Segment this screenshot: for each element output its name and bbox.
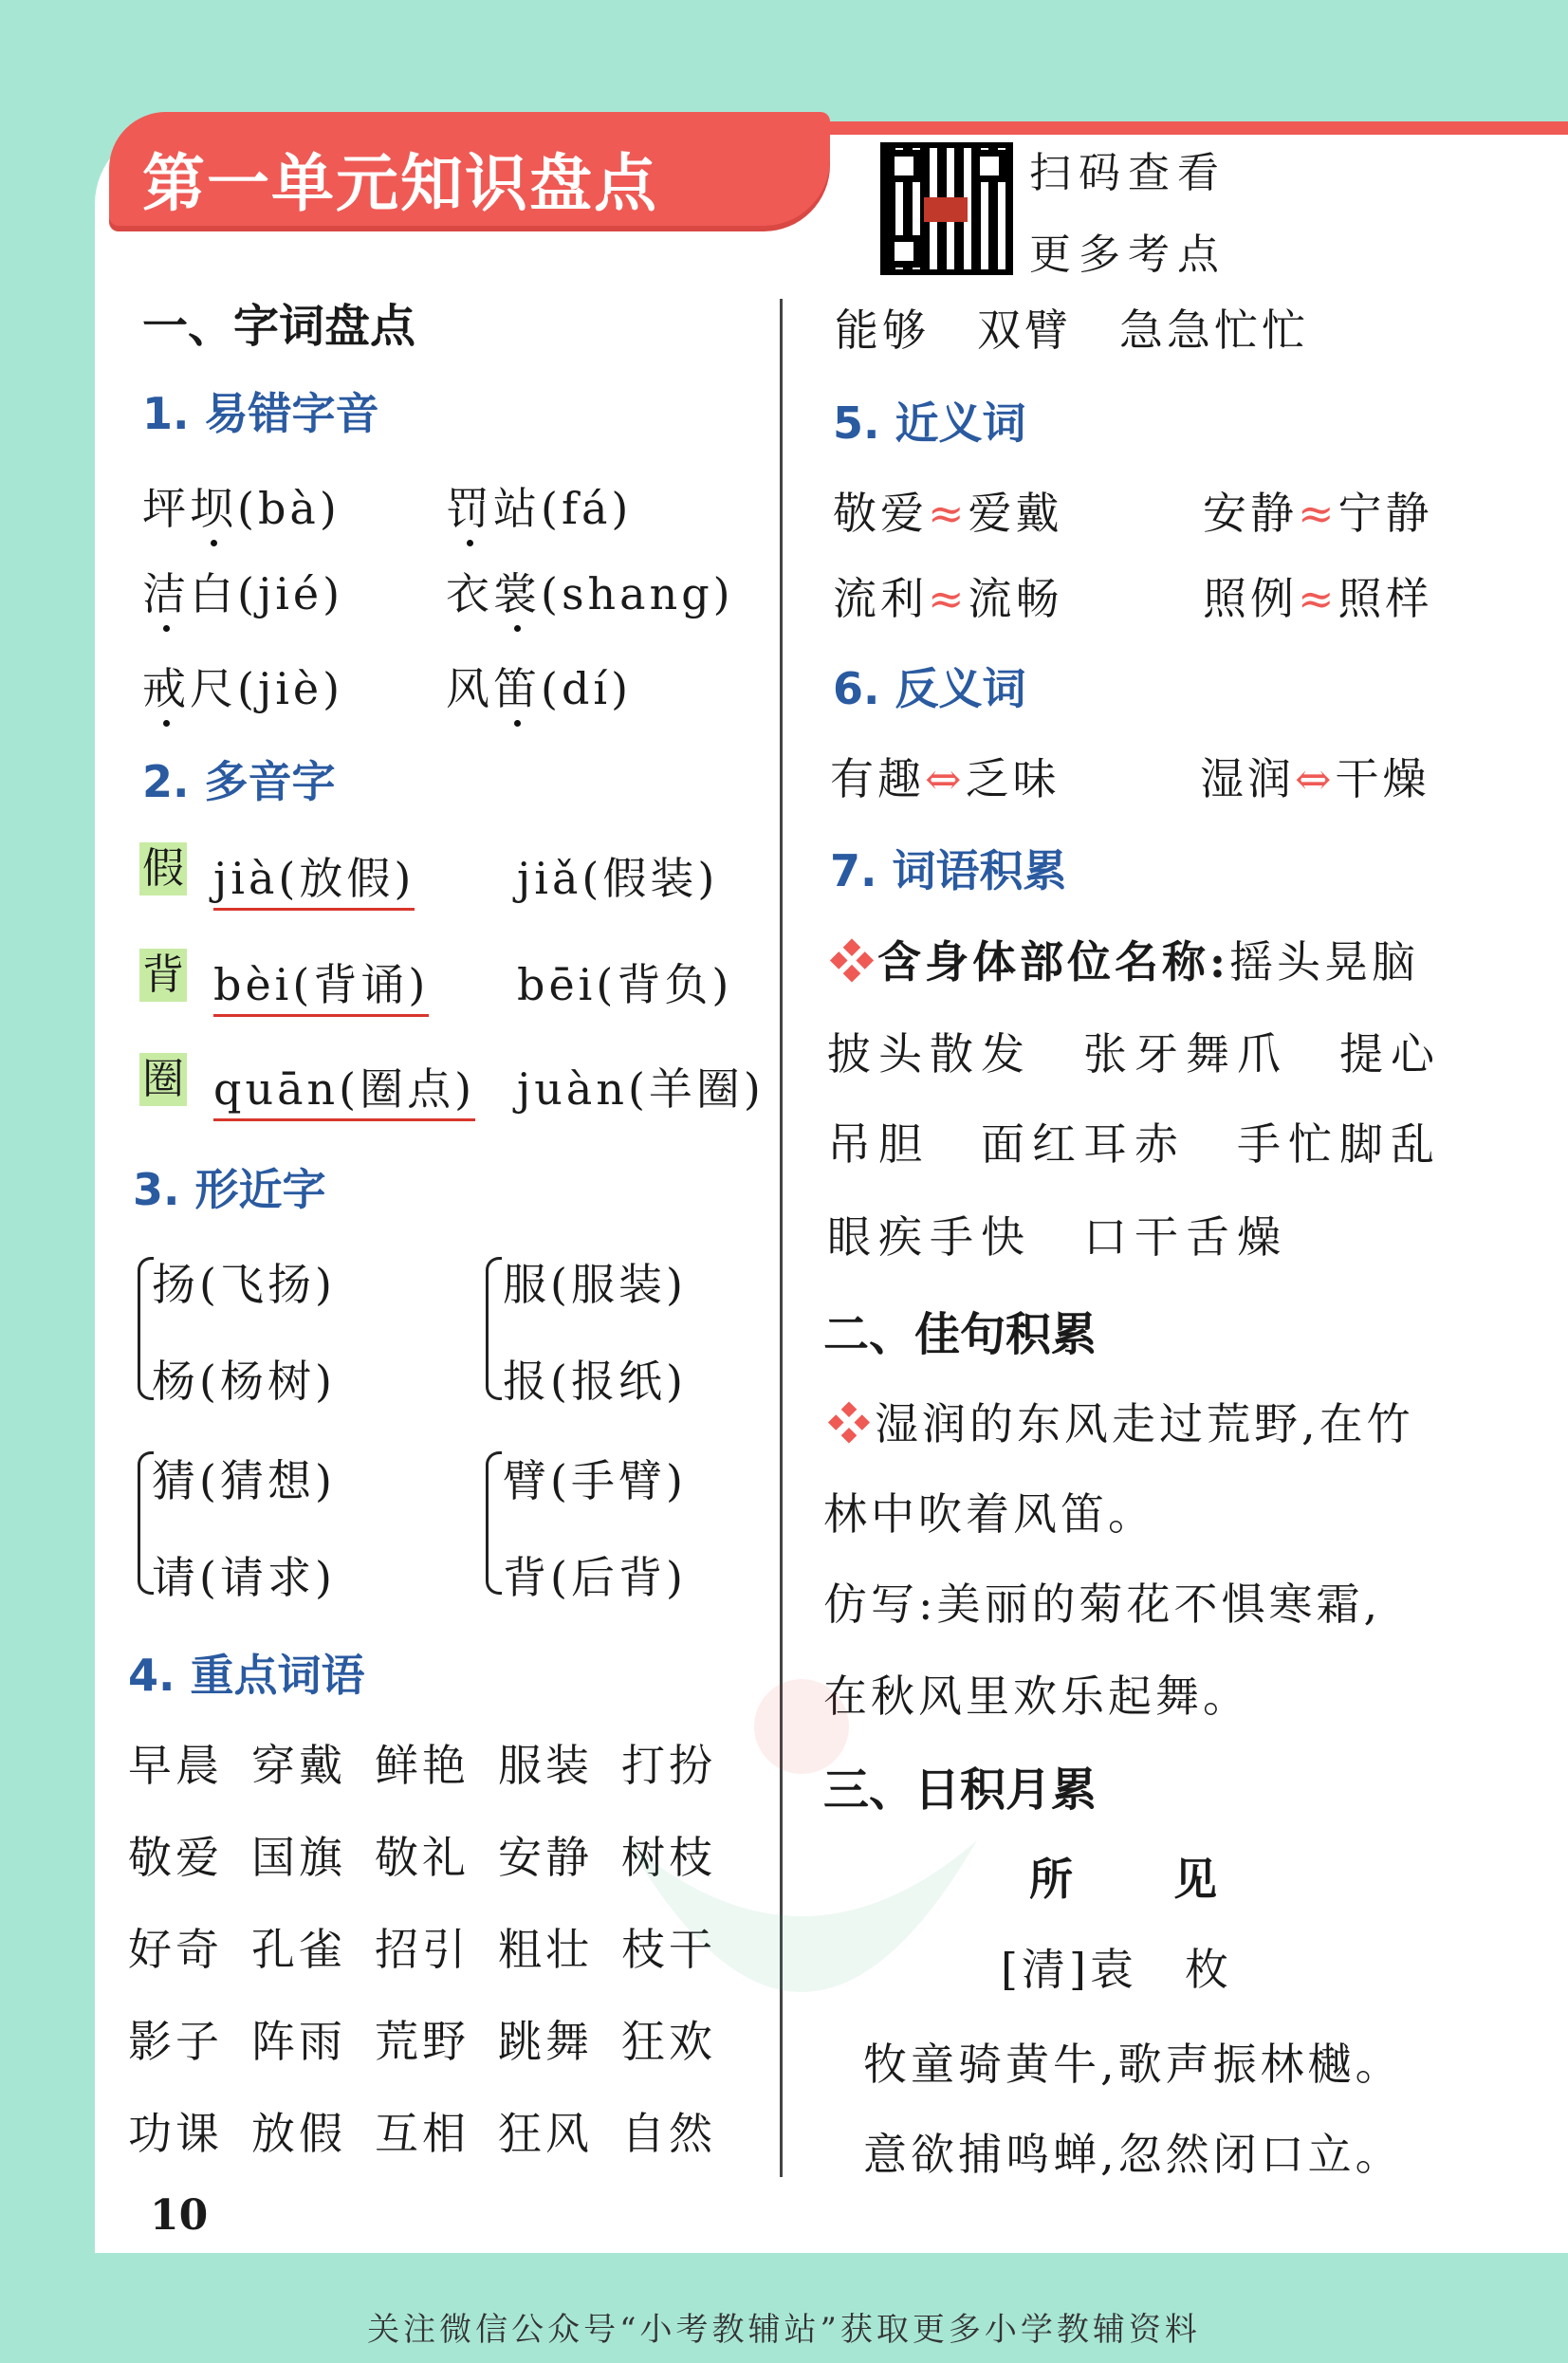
key-word: 放假 (251, 2108, 346, 2159)
similar-char: 报(报纸) (503, 1356, 687, 1407)
reading-primary: jià(放假) (213, 844, 415, 907)
antonym-pair: 湿润⇔干燥 (1200, 753, 1430, 804)
antonym-pair: 有趣⇔乏味 (830, 753, 1061, 804)
imitation-line: 仿写:美丽的菊花不惧寒霜, (823, 1578, 1382, 1630)
subsection-heading: 2. 多音字 (142, 756, 336, 807)
key-word: 好奇 (128, 1924, 223, 1975)
brace-icon (486, 1451, 502, 1595)
key-word: 敬爱 (128, 1832, 223, 1883)
pronunciation-item: 衣裳(shang) (446, 560, 734, 622)
reading-secondary: jiǎ(假装) (517, 853, 719, 904)
qr-code-icon[interactable] (880, 142, 1013, 275)
key-word: 跳舞 (498, 2016, 593, 2067)
polyphone-char: 背 (139, 949, 187, 1002)
column-divider (780, 299, 783, 2177)
key-word: 敬礼 (375, 1832, 470, 1883)
qr-label-line2: 更多考点 (1029, 231, 1227, 279)
synonym-pair: 流利≈流畅 (833, 573, 1063, 624)
diamond-bullet-icon: ❖ (830, 936, 877, 988)
similar-char: 杨(杨树) (152, 1356, 336, 1407)
sentence-line: 林中吹着风笛。 (823, 1488, 1155, 1540)
accumulation-line: 吊胆 面红耳赤 手忙脚乱 (827, 1118, 1442, 1170)
reading-primary: quān(圈点) (213, 1055, 475, 1117)
key-word: 早晨 (128, 1740, 223, 1791)
pronunciation-item: 洁白(jié) (142, 560, 343, 622)
reading-secondary: bēi(背负) (517, 959, 733, 1010)
pronunciation-item: 风笛(dí) (446, 655, 632, 717)
key-word: 阵雨 (251, 2016, 346, 2067)
page-number: 10 (150, 2191, 209, 2240)
key-word: 服装 (498, 1740, 593, 1791)
key-word: 狂欢 (621, 2016, 716, 2067)
key-word: 狂风 (498, 2108, 593, 2159)
subsection-heading: 4. 重点词语 (128, 1650, 365, 1701)
poem-line: 意欲捕鸣蝉,忽然闭口立。 (863, 2129, 1403, 2180)
similar-char: 背(后背) (503, 1552, 687, 1603)
polyphone-char: 圈 (139, 1053, 187, 1106)
diamond-bullet-icon: ❖ (827, 1398, 875, 1449)
header-stripe (778, 121, 1568, 135)
key-word: 枝干 (621, 1924, 716, 1975)
key-word: 穿戴 (251, 1740, 346, 1791)
key-word: 互相 (375, 2108, 470, 2159)
synonym-pair: 照例≈照样 (1203, 573, 1433, 624)
poem-line: 牧童骑黄牛,歌声振林樾。 (863, 2039, 1403, 2090)
reading-primary: bèi(背诵) (213, 951, 429, 1013)
key-word: 鲜艳 (375, 1740, 470, 1791)
key-word: 粗壮 (498, 1924, 593, 1975)
reading-secondary: juàn(羊圈) (517, 1063, 765, 1115)
accumulation-lead: ❖含身体部位名称:摇头晃脑 (830, 936, 1419, 988)
pronunciation-item: 罚站(fá) (446, 474, 632, 537)
key-word: 荒野 (375, 2016, 470, 2067)
key-word: 国旗 (251, 1832, 346, 1883)
similar-char: 服(服装) (503, 1259, 687, 1310)
synonym-pair: 敬爱≈爱戴 (833, 488, 1063, 539)
section-heading: 三、日积月累 (823, 1763, 1098, 1817)
synonym-pair: 安静≈宁静 (1203, 488, 1433, 539)
pronunciation-item: 坪坝(bà) (142, 474, 341, 537)
poem-author: [清]袁 枚 (1001, 1944, 1232, 1995)
poem-title: 所 见 (1029, 1854, 1245, 1905)
sentence-line: ❖湿润的东风走过荒野,在竹 (827, 1398, 1414, 1449)
imitation-line: 在秋风里欢乐起舞。 (823, 1671, 1250, 1722)
section-heading: 二、佳句积累 (823, 1308, 1098, 1361)
subsection-heading: 3. 形近字 (133, 1164, 326, 1215)
pronunciation-item: 戒尺(jiè) (142, 655, 343, 717)
similar-char: 臂(手臂) (503, 1455, 687, 1506)
subsection-heading: 7. 词语积累 (830, 845, 1067, 896)
similar-char: 猜(猜想) (152, 1455, 336, 1506)
qr-label-line1: 扫码查看 (1029, 149, 1227, 197)
section-heading: 一、字词盘点 (142, 300, 416, 353)
key-word: 招引 (375, 1924, 470, 1975)
similar-char: 扬(飞扬) (152, 1259, 336, 1310)
key-word: 自然 (621, 2108, 716, 2159)
accumulation-line: 披头散发 张牙舞爪 提心 (827, 1028, 1442, 1080)
footer-note: 关注微信公众号“小考教辅站”获取更多小学教辅资料 (367, 2311, 1201, 2349)
key-word: 安静 (498, 1832, 593, 1883)
brace-icon (486, 1257, 502, 1400)
polyphone-char: 假 (139, 842, 187, 895)
subsection-heading: 5. 近义词 (833, 397, 1026, 449)
key-word: 功课 (128, 2108, 223, 2159)
key-word: 孔雀 (251, 1924, 346, 1975)
key-word: 影子 (128, 2016, 223, 2067)
page-title: 第一单元知识盘点 (142, 147, 658, 220)
accumulation-line: 眼疾手快 口干舌燥 (827, 1211, 1288, 1263)
subsection-heading: 1. 易错字音 (142, 388, 379, 439)
subsection-heading: 6. 反义词 (833, 663, 1026, 714)
key-word: 树枝 (621, 1832, 716, 1883)
similar-char: 请(请求) (152, 1552, 336, 1603)
word-line: 能够 双臂 急急忙忙 (835, 305, 1309, 356)
key-word: 打扮 (621, 1740, 716, 1791)
